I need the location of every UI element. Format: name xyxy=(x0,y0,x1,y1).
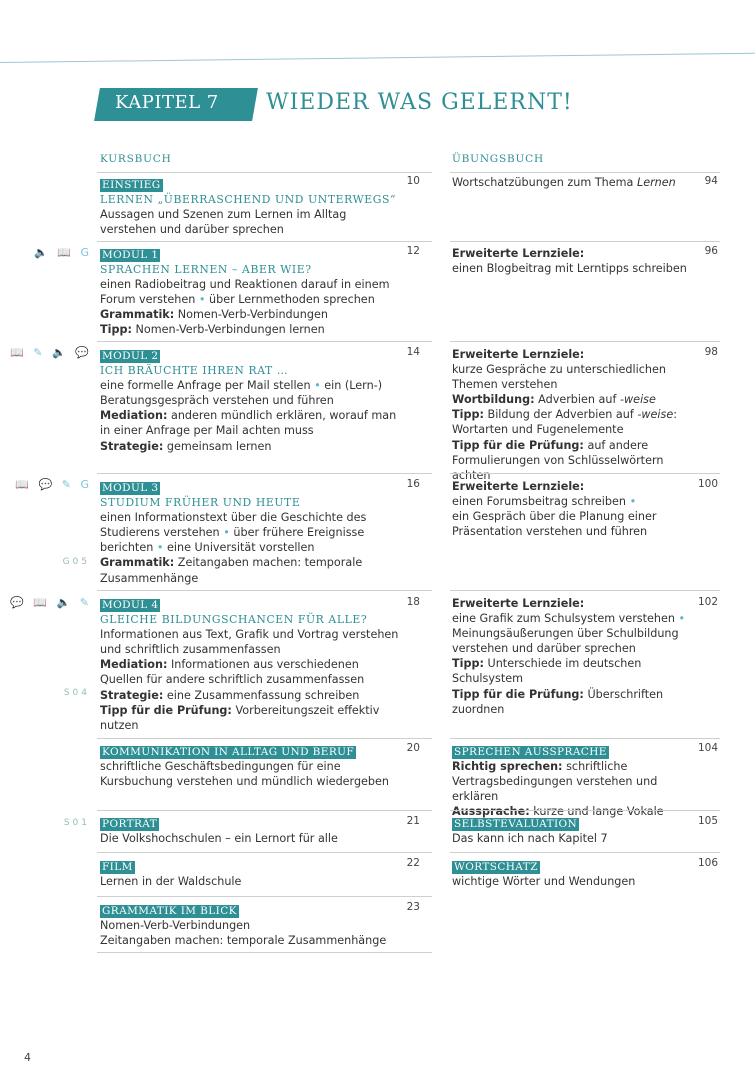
modul2-wortbildung-suffix: -weise xyxy=(620,393,656,407)
portraet-entry xyxy=(100,816,400,846)
modul4-pruefung: Vorbereitungszeit effektiv nutzen xyxy=(100,703,380,732)
modul1-grammatik: Nomen-Verb-Verbindungen xyxy=(174,308,328,322)
film-text: Lernen in der Waldschule xyxy=(100,875,242,889)
chapter-title: WIEDER WAS GELERNT! xyxy=(266,90,573,115)
divider xyxy=(97,341,432,342)
film-tag: FILM xyxy=(102,861,133,873)
modul4-uebung-text1: eine Grafik zum Schulsystem verstehen xyxy=(452,612,675,626)
modul3-code: G05 xyxy=(62,557,90,567)
modul2-text2: ein (Lern-) Beratungsgespräch verstehen und führen xyxy=(100,379,383,408)
modul2-tag: MODUL 2 xyxy=(102,350,159,362)
modul1-tipp: Nomen-Verb-Verbindungen lernen xyxy=(131,323,325,337)
bullet-dot: • xyxy=(156,541,164,555)
portraet-text: Die Volkshochschulen – ein Lernort für alle xyxy=(100,832,338,846)
portraet-tag: PORTRÄT xyxy=(102,818,158,830)
page-number: 106 xyxy=(697,857,718,869)
page-number: 20 xyxy=(406,742,420,754)
page-number: 94 xyxy=(704,175,718,187)
wortschatz-text: wichtige Wörter und Wendungen xyxy=(452,875,636,889)
grammatik-blick-text1: Nomen-Verb-Verbindungen xyxy=(100,919,251,933)
mediation-label: Mediation: xyxy=(100,658,168,672)
divider xyxy=(97,896,432,897)
modul2-uebung-text: kurze Gespräche zu unterschiedlichen Themen verstehen xyxy=(452,363,666,392)
modul4-uebung-text2: Meinungsäußerungen über Schulbildung verstehen und darüber sprechen xyxy=(452,627,679,656)
bullet-dot: • xyxy=(629,495,637,509)
modul1-entry xyxy=(100,247,400,338)
wortschatz-tag: WORTSCHATZ xyxy=(454,861,538,873)
lernziele-label: Erweiterte Lernziele: xyxy=(452,480,585,493)
modul2-tipp-rest: : Wortarten und Fugenelemente xyxy=(452,408,678,437)
modul1-text1: einen Radiobeitrag und Reaktionen darauf in einem Forum verstehen xyxy=(100,278,390,307)
modul3-grammatik: Zeitangaben machen: temporale Zusammenhänge xyxy=(100,556,363,585)
page-number: 22 xyxy=(406,857,420,869)
divider xyxy=(97,473,432,474)
modul4-subtitle: GLEICHE BILDUNGSCHANCEN FÜR ALLE? xyxy=(100,613,368,627)
modul4-code: S04 xyxy=(63,688,90,698)
modul4-strategie: eine Zusammenfassung schreiben xyxy=(163,688,360,702)
bullet-dot: • xyxy=(198,293,206,307)
bullet-dot: • xyxy=(223,526,230,540)
divider xyxy=(97,738,432,739)
modul2-icons: 📖 ✎ 🔈 💬 xyxy=(10,346,92,359)
divider xyxy=(97,172,432,173)
divider xyxy=(97,241,432,242)
divider xyxy=(97,952,432,953)
modul1-subtitle: SPRACHEN LERNEN – ABER WIE? xyxy=(100,263,312,277)
modul4-tipp: Unterschiede im deutschen Schulsystem xyxy=(452,657,642,686)
page-number: 96 xyxy=(704,245,718,257)
modul1-text2: über Lernmethoden sprechen xyxy=(205,293,375,307)
selbstevaluation-entry xyxy=(452,816,697,846)
einstieg-text: Aussagen und Szenen zum Lernen im Alltag verstehen und darüber sprechen xyxy=(100,208,347,237)
page-number: 18 xyxy=(406,596,420,608)
bullet-dot: • xyxy=(314,379,321,393)
kommunikation-tag: KOMMUNIKATION IN ALLTAG UND BERUF xyxy=(102,746,355,758)
modul4-mediation: Informationen aus verschiedenen Quellen für andere schriftlich zusammenfassen xyxy=(100,658,365,687)
tipp-label: Tipp: xyxy=(452,657,484,671)
divider xyxy=(97,852,432,853)
divider xyxy=(450,473,720,474)
modul2-tipp-suffix: -weise xyxy=(637,408,674,422)
portraet-code: S01 xyxy=(63,818,90,828)
wortschatz-entry xyxy=(452,859,697,889)
einstieg-subtitle: LERNEN „ÜBERRASCHEND UND UNTERWEGS“ xyxy=(100,193,397,207)
page-number: 21 xyxy=(406,815,420,827)
page-number: 23 xyxy=(406,901,420,913)
einstieg-uebung xyxy=(452,175,697,190)
pruefung-label: Tipp für die Prüfung: xyxy=(452,438,584,452)
selbstevaluation-tag: SELBSTEVALUATION xyxy=(454,818,578,830)
pruefung-label: Tipp für die Prüfung: xyxy=(452,687,584,701)
wortbildung-label: Wortbildung: xyxy=(452,393,535,407)
modul3-subtitle: STUDIUM FRÜHER UND HEUTE xyxy=(100,496,301,510)
lernziele-label: Erweiterte Lernziele: xyxy=(452,247,585,260)
page-number: 10 xyxy=(406,175,420,187)
pruefung-label: Tipp für die Prüfung: xyxy=(100,703,232,717)
modul4-text1: Informationen aus Text, Grafik und Vortrag verstehen und schriftlich zusammenfassen xyxy=(100,628,399,657)
modul2-uebung xyxy=(452,347,697,483)
modul3-uebung-text1: einen Forumsbeitrag schreiben xyxy=(452,495,626,509)
lernziele-label: Erweiterte Lernziele: xyxy=(452,348,585,361)
modul4-entry xyxy=(100,597,400,733)
modul2-text1: eine formelle Anfrage per Mail stellen xyxy=(100,379,311,393)
modul2-tipp: Bildung der Adverbien auf xyxy=(483,408,638,422)
modul1-icons: 🔈 📖 G xyxy=(34,246,92,259)
grammatik-blick-tag: GRAMMATIK IM BLICK xyxy=(102,905,237,917)
page-number: 16 xyxy=(406,478,420,490)
divider xyxy=(450,738,720,739)
page-number: 98 xyxy=(704,346,718,358)
modul3-text3: eine Universität vorstellen xyxy=(163,541,315,555)
page-number: 102 xyxy=(697,596,718,608)
page-footer-number: 4 xyxy=(24,1051,31,1064)
modul4-pruefung2: Überschriften zuordnen xyxy=(452,687,664,716)
divider xyxy=(450,590,720,591)
kommunikation-entry xyxy=(100,744,400,789)
page-number: 12 xyxy=(406,245,420,257)
page-number: 14 xyxy=(406,346,420,358)
divider xyxy=(97,810,432,811)
modul1-uebung-text: einen Blogbeitrag mit Lerntipps schreiben xyxy=(452,262,687,276)
chapter-label: KAPITEL 7 xyxy=(115,92,219,113)
aussprache-entry xyxy=(452,744,697,819)
divider xyxy=(450,241,720,242)
column-head-kursbuch: KURSBUCH xyxy=(100,153,172,165)
modul2-subtitle: ICH BRÄUCHTE IHREN RAT … xyxy=(100,364,289,378)
lernziele-label: Erweiterte Lernziele: xyxy=(452,597,585,610)
grammatik-blick-text2: Zeitangaben machen: temporale Zusammenhänge xyxy=(100,934,387,948)
einstieg-tag: EINSTIEG xyxy=(102,179,161,191)
selbstevaluation-text: Das kann ich nach Kapitel 7 xyxy=(452,832,608,846)
aussprache-text: kurze und lange Vokale xyxy=(529,805,664,819)
grammatik-label: Grammatik: xyxy=(100,556,175,570)
top-decor-line xyxy=(0,53,755,63)
modul2-entry xyxy=(100,348,400,454)
grammatik-label: Grammatik: xyxy=(100,308,175,322)
page-number: 100 xyxy=(697,478,718,490)
tipp-label: Tipp: xyxy=(100,323,132,337)
modul3-uebung-text2: ein Gespräch über die Planung einer Präsentation verstehen und führen xyxy=(452,510,657,539)
divider xyxy=(450,810,720,811)
divider xyxy=(450,341,720,342)
modul4-uebung xyxy=(452,596,697,717)
modul3-text2: über frühere Ereignisse berichten xyxy=(100,526,365,555)
richtig-sprechen-label: Richtig sprechen: xyxy=(452,760,563,774)
modul2-pruefung: auf andere Formulierungen von Schlüsselwörtern achten xyxy=(452,438,664,482)
modul4-tag: MODUL 4 xyxy=(102,599,159,611)
modul3-uebung xyxy=(452,479,697,539)
modul3-icons: 📖 💬 ✎ G xyxy=(15,478,92,491)
column-head-uebungsbuch: ÜBUNGSBUCH xyxy=(452,153,544,165)
aussprache-label: Aussprache: xyxy=(452,805,530,819)
page-number: 104 xyxy=(697,742,718,754)
modul3-text1: einen Informationstext über die Geschichte des Studierens verstehen xyxy=(100,511,367,540)
modul3-entry xyxy=(100,480,400,586)
film-entry xyxy=(100,859,400,889)
einstieg-uebung-italic: Lernen xyxy=(636,176,676,189)
grammatik-blick-entry xyxy=(100,903,400,948)
page-number: 105 xyxy=(697,815,718,827)
einstieg-uebung-text: Wortschatzübungen zum Thema xyxy=(452,176,637,189)
modul1-uebung xyxy=(452,246,697,276)
tipp-label: Tipp: xyxy=(452,408,484,422)
strategie-label: Strategie: xyxy=(100,688,164,702)
aussprache-tag: SPRECHEN AUSSPRACHE xyxy=(454,746,607,758)
modul2-strategie: gemeinsam lernen xyxy=(163,439,272,453)
modul1-tag: MODUL 1 xyxy=(102,249,159,261)
modul4-icons: 💬 📖 🔈 ✎ xyxy=(10,596,92,609)
modul2-mediation: anderen mündlich erklären, worauf man in einer Anfrage per Mail achten muss xyxy=(100,409,397,438)
richtig-sprechen-text: schriftliche Vertragsbedingungen verstehen und erklären xyxy=(452,760,658,804)
divider xyxy=(97,590,432,591)
mediation-label: Mediation: xyxy=(100,409,168,423)
einstieg-entry xyxy=(100,177,400,237)
kommunikation-text: schriftliche Geschäftsbedingungen für eine Kursbuchung verstehen und mündlich wiedergeben xyxy=(100,760,390,789)
modul2-wortbildung: Adverbien auf xyxy=(534,393,620,407)
modul3-tag: MODUL 3 xyxy=(102,482,159,494)
strategie-label: Strategie: xyxy=(100,439,164,453)
divider xyxy=(450,852,720,853)
bullet-dot: • xyxy=(678,612,686,626)
divider xyxy=(450,172,720,173)
